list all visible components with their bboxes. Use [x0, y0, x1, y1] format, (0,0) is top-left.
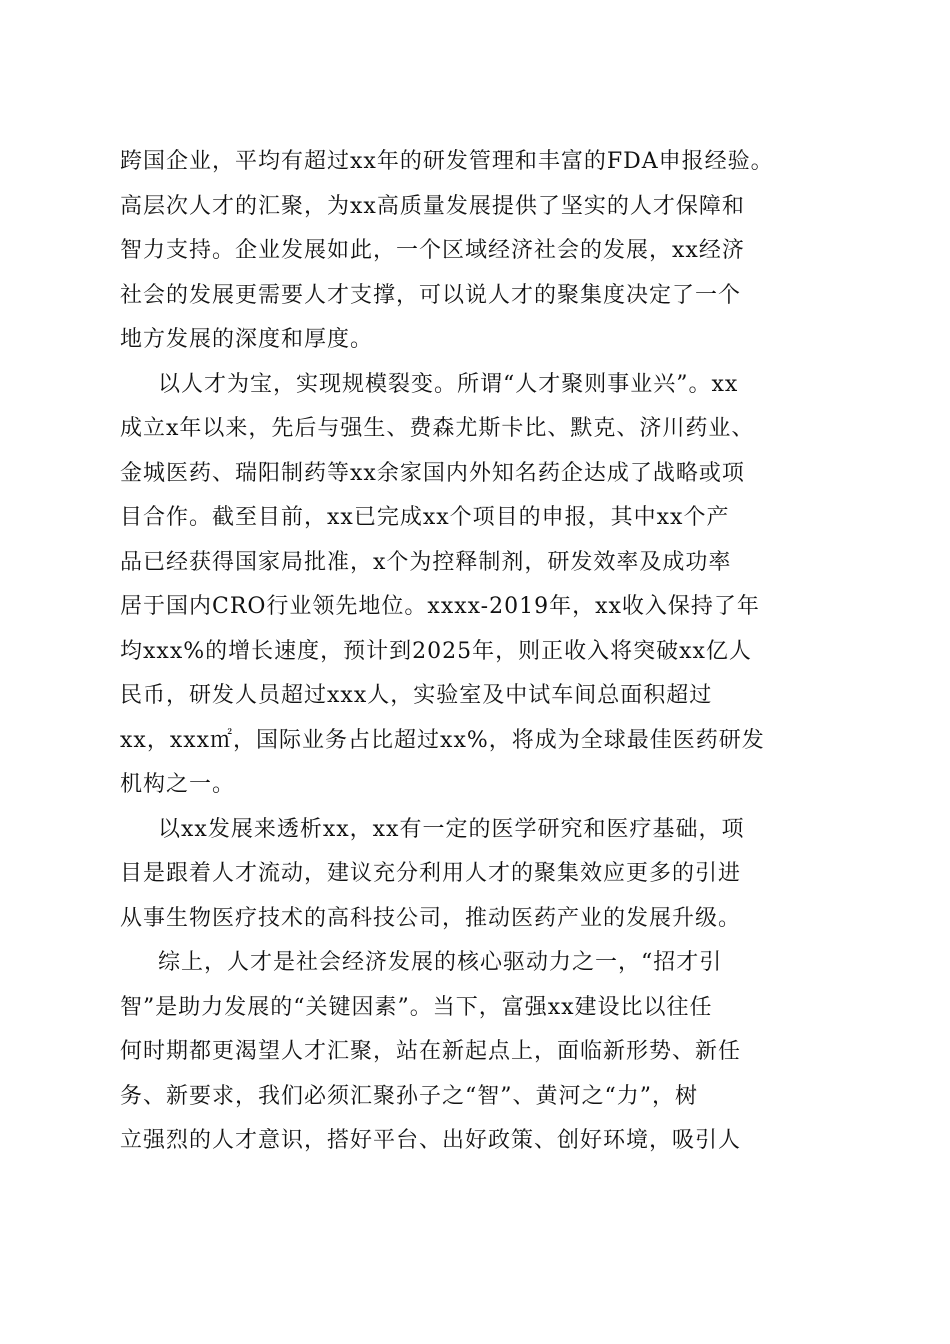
text-line: 高层次人才的汇聚，为xx高质量发展提供了坚实的人才保障和: [120, 193, 745, 219]
text-line: 地方发展的深度和厚度。: [120, 327, 374, 352]
text-line: 立强烈的人才意识，搭好平台、出好政策、创好环境，吸引人: [120, 1128, 742, 1153]
text-line: 民币，研发人员超过xxx人，实验室及中试车间总面积超过: [120, 683, 713, 708]
text-line: 智”是助力发展的“关键因素”。当下，富强xx建设比以往任: [120, 994, 713, 1020]
paragraph-start-line: 综上，人才是社会经济发展的核心驱动力之一，“招才引: [158, 950, 723, 975]
paragraph-start-line: 以xx发展来透析xx，xx有一定的医学研究和医疗基础，项: [158, 816, 745, 842]
text-line: 从事生物医疗技术的高科技公司，推动医药产业的发展升级。: [120, 905, 742, 931]
document-body: [120, 140, 840, 1164]
text-line: 目是跟着人才流动，建议充分利用人才的聚集效应更多的引进: [120, 861, 742, 886]
text-line: 品已经获得国家局批准，x个为控释制剂，研发效率及成功率: [120, 549, 732, 575]
text-line: 务、新要求，我们必须汇聚孙子之“智”、黄河之“力”，树: [120, 1083, 698, 1109]
text-line: 金城医药、瑞阳制药等xx余家国内外知名药企达成了战略或项: [120, 460, 745, 486]
text-line: xx，xxx㎡，国际业务占比超过xx%，将成为全球最佳医药研发: [120, 727, 765, 753]
text-line: 成立x年以来，先后与强生、费森尤斯卡比、默克、济川药业、: [120, 416, 755, 441]
text-line: 社会的发展更需要人才支撑，可以说人才的聚集度决定了一个: [120, 282, 742, 308]
text-line: 跨国企业，平均有超过xx年的研发管理和丰富的FDA申报经验。: [120, 149, 774, 174]
text-line: 何时期都更渴望人才汇聚，站在新起点上，面临新形势、新任: [120, 1039, 742, 1064]
paragraph-start-line: 以人才为宝，实现规模裂变。所谓“人才聚则事业兴”。xx: [158, 371, 739, 397]
text-line: 机构之一。: [120, 772, 236, 797]
text-line: 居于国内CRO行业领先地位。xxxx-2019年，xx收入保持了年: [120, 594, 760, 619]
text-line: 目合作。截至目前，xx已完成xx个项目的申报，其中xx个产: [120, 505, 730, 530]
text-line: 智力支持。企业发展如此，一个区域经济社会的发展，xx经济: [120, 238, 745, 263]
text-line: 均xxx%的增长速度，预计到2025年，则正收入将突破xx亿人: [120, 638, 752, 664]
